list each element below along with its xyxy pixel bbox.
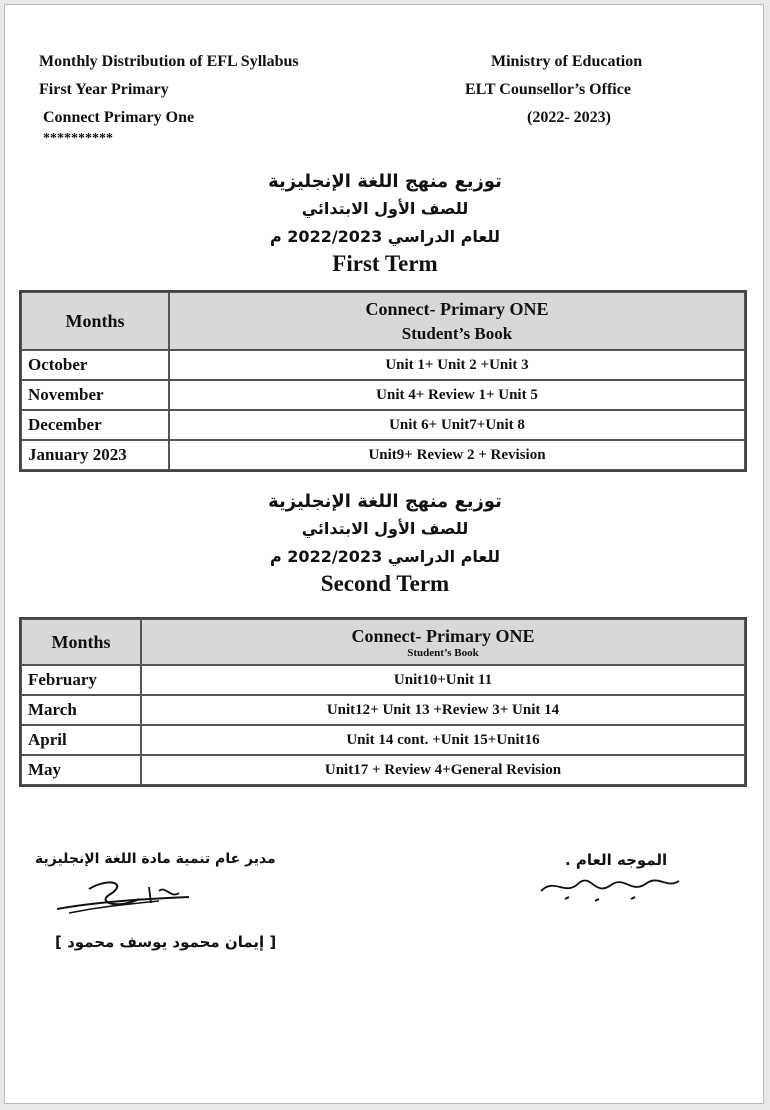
month-cell: October xyxy=(21,350,169,380)
arabic-grade-1: للصف الأول الابتدائي xyxy=(301,199,469,218)
month-cell: January 2023 xyxy=(21,440,169,470)
book-title: Connect- Primary ONE xyxy=(365,298,549,319)
table-row xyxy=(21,440,745,470)
table-row xyxy=(21,755,745,785)
units-cell: Unit10+Unit 11 xyxy=(141,665,745,695)
left-signatory-title: مدير عام تنمية مادة اللغة الإنجليزية xyxy=(35,851,276,867)
book-subtitle: Student’s Book xyxy=(401,323,513,343)
arabic-year-2: للعام الدراسي 2022/2023 م xyxy=(270,547,500,566)
document-page xyxy=(4,4,764,1104)
header-right-line-3: (2022- 2023) xyxy=(527,109,611,126)
book-header xyxy=(141,619,745,665)
table-header-row xyxy=(21,292,745,350)
second-term-title: Second Term xyxy=(320,571,450,596)
units-cell: Unit 1+ Unit 2 +Unit 3 xyxy=(169,350,745,380)
table-row xyxy=(21,380,745,410)
months-header: Months xyxy=(21,619,141,665)
units-cell: Unit 14 cont. +Unit 15+Unit16 xyxy=(141,725,745,755)
table-row xyxy=(21,665,745,695)
header-left-line-2: First Year Primary xyxy=(39,81,169,98)
month-cell: December xyxy=(21,410,169,440)
header-right-line-2: ELT Counsellor’s Office xyxy=(465,81,631,98)
second-term-table xyxy=(19,617,747,787)
arabic-title-1: توزيع منهج اللغة الإنجليزية xyxy=(268,171,502,192)
right-signature-icon xyxy=(535,867,685,907)
month-cell: May xyxy=(21,755,141,785)
header-left-line-1: Monthly Distribution of EFL Syllabus xyxy=(39,53,299,70)
months-header: Months xyxy=(21,292,169,350)
arabic-title-2: توزيع منهج اللغة الإنجليزية xyxy=(268,491,502,512)
month-cell: March xyxy=(21,695,141,725)
month-cell: April xyxy=(21,725,141,755)
units-cell: Unit 6+ Unit7+Unit 8 xyxy=(169,410,745,440)
month-cell: February xyxy=(21,665,141,695)
header-right-line-1: Ministry of Education xyxy=(491,53,643,70)
book-subtitle: Student’s Book xyxy=(407,646,479,659)
book-title: Connect- Primary ONE xyxy=(351,625,535,646)
table-row xyxy=(21,725,745,755)
units-cell: Unit12+ Unit 13 +Review 3+ Unit 14 xyxy=(141,695,745,725)
first-term-table xyxy=(19,290,747,472)
table-row xyxy=(21,350,745,380)
header-stars: ********** xyxy=(43,131,113,146)
left-signature-icon xyxy=(49,869,199,925)
units-cell: Unit9+ Review 2 + Revision xyxy=(169,440,745,470)
units-cell: Unit 4+ Review 1+ Unit 5 xyxy=(169,380,745,410)
table-row xyxy=(21,410,745,440)
arabic-grade-2: للصف الأول الابتدائي xyxy=(301,519,469,538)
arabic-year-1: للعام الدراسي 2022/2023 م xyxy=(270,227,500,246)
book-header xyxy=(169,292,745,350)
month-cell: November xyxy=(21,380,169,410)
table-header-row xyxy=(21,619,745,665)
first-term-title: First Term xyxy=(332,251,438,276)
units-cell: Unit17 + Review 4+General Revision xyxy=(141,755,745,785)
left-signatory-name: [ إيمان محمود يوسف محمود ] xyxy=(55,933,277,951)
table-row xyxy=(21,695,745,725)
header-left-line-3: Connect Primary One xyxy=(43,109,195,126)
right-signatory-title: الموجه العام . xyxy=(565,851,668,869)
